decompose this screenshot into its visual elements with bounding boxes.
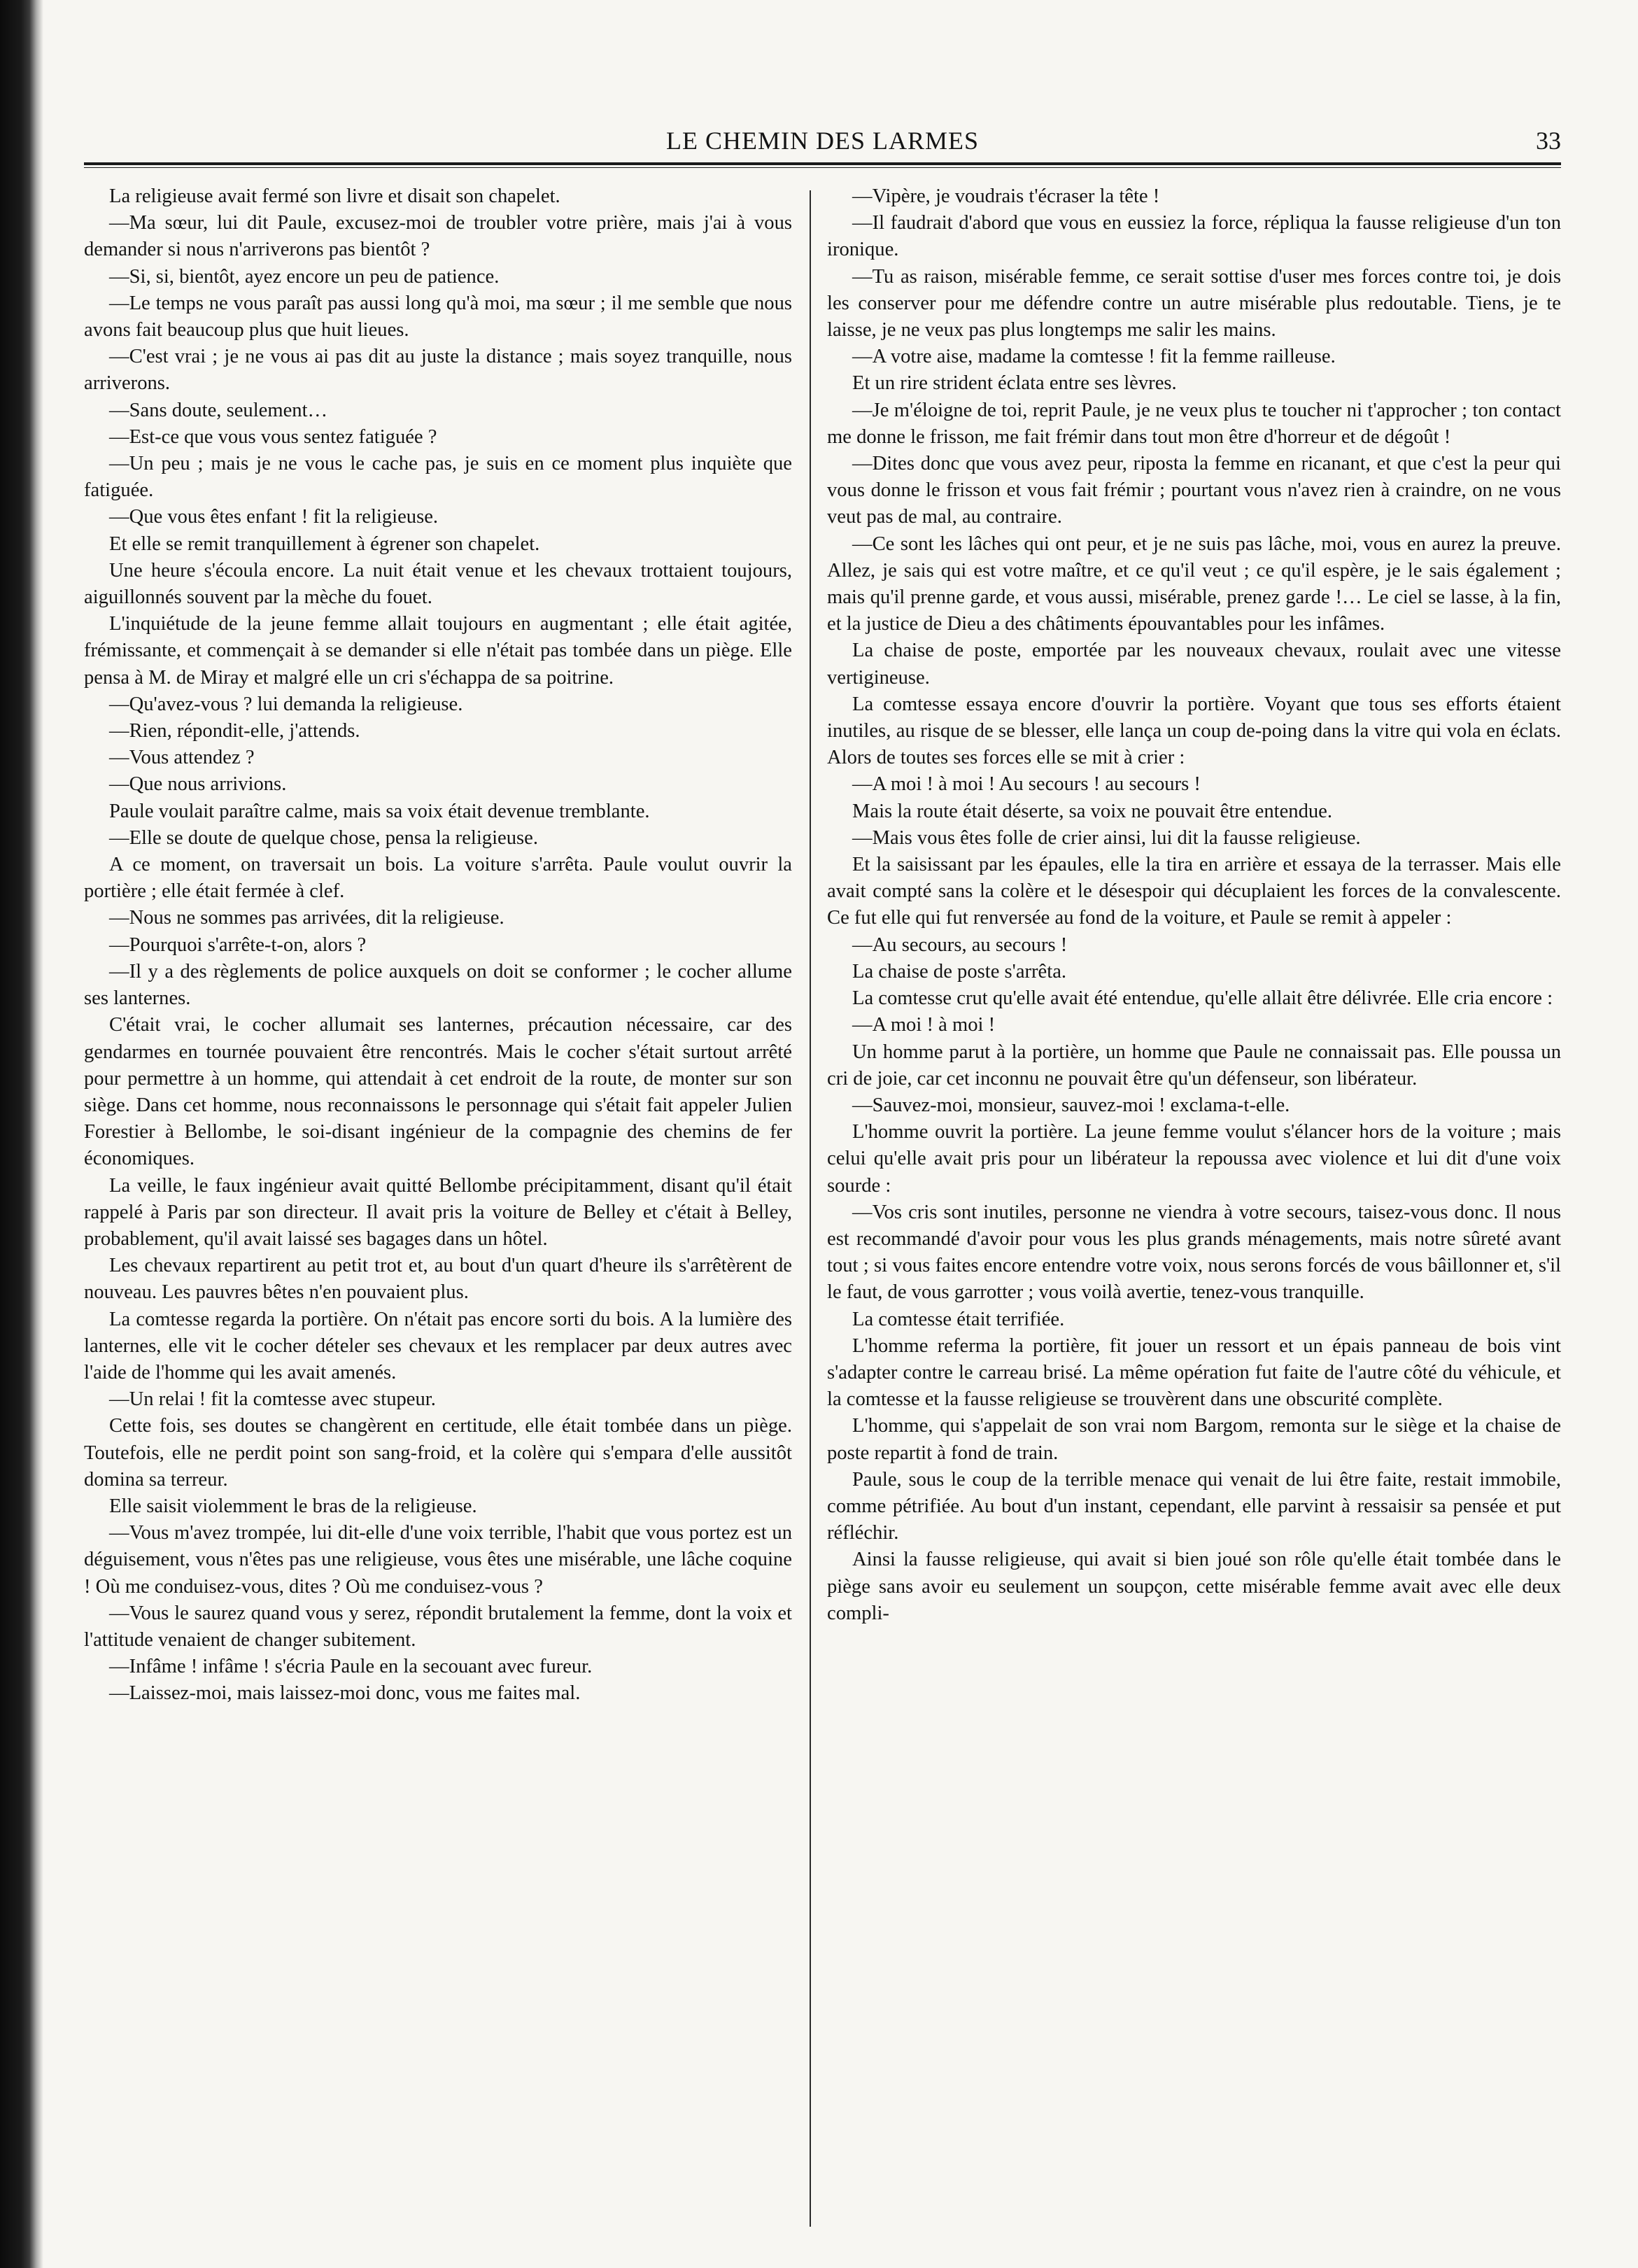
paragraph: —Sans doute, seulement… (109, 399, 328, 421)
paragraph: La chaise de poste, emportée par les nouveaux chevaux, roulait avec une vitesse vertigineuse. (827, 640, 1561, 689)
page-header (84, 119, 1561, 161)
paragraph: —Laissez-moi, mais laissez-moi donc, vous me faites mal. (109, 1682, 581, 1705)
paragraph: Cette fois, ses doutes se changèrent en certitude, elle était tombée dans un piège. Toutefois, elle ne perdit point son sang-froid, et la colère qui s'empara d'elle aussitôt domina sa terreur. (84, 1415, 792, 1491)
paragraph: A ce moment, on traversait un bois. La voiture s'arrêta. Paule voulut ouvrir la portière ; elle était fermée à clef. (84, 854, 792, 903)
paragraph: —Rien, répondit-elle, j'attends. (109, 720, 360, 742)
paragraph: —Elle se doute de quelque chose, pensa la religieuse. (109, 826, 538, 849)
paragraph: Mais la route était déserte, sa voix ne pouvait être entendue. (852, 800, 1332, 822)
paragraph: —Vous m'avez trompée, lui dit-elle d'une voix terrible, l'habit que vous portez est un déguisement, vous n'êtes pas une religieuse, vous êtes une misérable, une lâche coquine ! Où me conduisez-vous, dites ? Où me conduisez-vous ? (84, 1522, 792, 1598)
paragraph: —Il faudrait d'abord que vous en eussiez la force, répliqua la fausse religieuse d'un ton ironique. (827, 212, 1561, 261)
paragraph: —Je m'éloigne de toi, reprit Paule, je ne veux plus te toucher ni t'approcher ; ton contact me donne le frisson, me fait frémir dans tout mon être d'horreur et de dégoût ! (827, 399, 1561, 448)
text-columns (84, 183, 1561, 2255)
paragraph: —Vous attendez ? (109, 747, 255, 769)
paragraph: La comtesse regarda la portière. On n'était pas encore sorti du bois. A la lumière des lanternes, elle vit le cocher dételer ses chevaux et les remplacer par deux autres avec l'aide de l'homme qui les avait amenés. (84, 1308, 792, 1383)
paragraph: Paule, sous le coup de la terrible menace qui venait de lui être faite, restait immobile, comme pétrifiée. Au bout d'un instant, cependant, elle parvint à ressaisir sa pensée et put réfléchir. (827, 1468, 1561, 1544)
column-divider (810, 190, 811, 2227)
paragraph: —Si, si, bientôt, ayez encore un peu de patience. (109, 265, 500, 288)
paragraph: —Un relai ! fit la comtesse avec stupeur. (109, 1388, 436, 1411)
paragraph: —Vipère, je voudrais t'écraser la tête ! (852, 185, 1160, 207)
paragraph: Et elle se remit tranquillement à égrener son chapelet. (109, 533, 540, 555)
paragraph: —Un peu ; mais je ne vous le cache pas, je suis en ce moment plus inquiète que fatiguée. (84, 453, 792, 502)
paragraph: —Que nous arrivions. (109, 773, 287, 796)
paragraph: L'homme ouvrit la portière. La jeune femme voulut s'élancer hors de la voiture ; mais celui qu'elle avait pris pour un libérateur la repoussa avec violence et lui dit d'une voix sourde : (827, 1121, 1561, 1197)
paragraph: —Ce sont les lâches qui ont peur, et je ne suis pas lâche, moi, vous en aurez la preuve. Allez, je sais qui est votre maître, et ce qu'il veut ; ce qu'il espère, je le sais également ; mais qu'il prenne garde, et vous aussi, misérable, prenez garde !… Le ciel se lasse, à la fin, et la justice de Dieu a des châtiments épouvantables pour les infâmes. (827, 533, 1561, 635)
paragraph: La comtesse crut qu'elle avait été entendue, qu'elle allait être délivrée. Elle cria encore : (852, 987, 1553, 1010)
paragraph: Et la saisissant par les épaules, elle la tira en arrière et essaya de la terrasser. Mais elle avait compté sans la colère et le désespoir qui décuplaient les forces de la convalescente. Ce fut elle qui fut renversée au fond de la voiture, et Paule se remit à appeler : (827, 854, 1561, 929)
paragraph: Les chevaux repartirent au petit trot et, au bout d'un quart d'heure ils s'arrêtèrent de nouveau. Les pauvres bêtes n'en pouvaient plus. (84, 1255, 792, 1304)
paragraph: —Pourquoi s'arrête-t-on, alors ? (109, 934, 367, 956)
paragraph: —Ma sœur, lui dit Paule, excusez-moi de troubler votre prière, mais j'ai à vous demander si nous n'arriverons pas bientôt ? (84, 212, 792, 261)
paragraph: La religieuse avait fermé son livre et disait son chapelet. (109, 185, 560, 207)
running-title: LE CHEMIN DES LARMES (665, 127, 979, 155)
paragraph: —Au secours, au secours ! (852, 934, 1068, 956)
paragraph: —A votre aise, madame la comtesse ! fit la femme railleuse. (852, 346, 1336, 368)
paragraph: L'homme, qui s'appelait de son vrai nom Bargom, remonta sur le siège et la chaise de poste repartit à fond de train. (827, 1415, 1561, 1464)
paragraph: —Est-ce que vous vous sentez fatiguée ? (109, 425, 437, 448)
paragraph: La veille, le faux ingénieur avait quitté Bellombe précipitamment, disant qu'il était rappelé à Paris par son directeur. Il avait pris la voiture de Belley et c'était à Belley, probablement, qu'il avait laissé ses bagages dans un hôtel. (84, 1174, 792, 1250)
paragraph: —Nous ne sommes pas arrivées, dit la religieuse. (109, 907, 504, 929)
paragraph: L'homme referma la portière, fit jouer un ressort et un épais panneau de bois vint s'adapter contre le carreau brisé. La même opération fut faite de l'autre côté du véhicule, et la comtesse et la fausse religieuse se trouvèrent dans une obscurité complète. (827, 1334, 1561, 1411)
paragraph: —Vous le saurez quand vous y serez, répondit brutalement la femme, dont la voix et l'attitude venaient de changer subitement. (84, 1602, 792, 1651)
paragraph: —Qu'avez-vous ? lui demanda la religieuse. (109, 693, 463, 715)
paragraph: —Vos cris sont inutiles, personne ne viendra à votre secours, taisez-vous donc. Il nous est recommandé d'avoir pour vous les plus grands ménagements, mais notre sûreté avant tout ; si vous faites encore entendre votre voix, nous serons forcés de vous bâillonner et, s'il le faut, de vous garrotter ; vous voilà avertie, tenez-vous tranquille. (827, 1201, 1561, 1304)
page-binding-shadow (0, 0, 43, 2268)
paragraph: L'inquiétude de la jeune femme allait toujours en augmentant ; elle était agitée, frémissante, et commençait à se demander si elle n'était pas tombée dans un piège. Elle pensa à M. de Miray et malgré elle un cri s'échappa de sa poitrine. (84, 613, 792, 689)
paragraph: La chaise de poste s'arrêta. (852, 960, 1067, 982)
paragraph: —Que vous êtes enfant ! fit la religieuse. (109, 506, 439, 528)
paragraph: —Tu as raison, misérable femme, ce serait sottise d'user mes forces contre toi, je dois les conserver pour me défendre contre un autre misérable plus redoutable. Tiens, je te laisse, je ne veux pas plus longtemps me salir les mains. (827, 265, 1561, 341)
paragraph: —Le temps ne vous paraît pas aussi long qu'à moi, ma sœur ; il me semble que nous avons fait beaucoup plus que huit lieues. (84, 292, 792, 341)
paragraph: —Mais vous êtes folle de crier ainsi, lui dit la fausse religieuse. (852, 826, 1361, 849)
paragraph: Ainsi la fausse religieuse, qui avait si bien joué son rôle qu'elle était tombée dans le piège sans avoir eu seulement un soupçon, cette misérable femme avait avec elle deux compli- (827, 1549, 1561, 1624)
left-column (84, 183, 792, 2255)
paragraph: Un homme parut à la portière, un homme que Paule ne connaissait pas. Elle poussa un cri de joie, car cet inconnu ne pouvait être qu'un défenseur, son libérateur. (827, 1041, 1561, 1090)
paragraph: —A moi ! à moi ! Au secours ! au secours ! (852, 773, 1201, 796)
paragraph: C'était vrai, le cocher allumait ses lanternes, précaution nécessaire, car des gendarmes en tournée pouvaient être rencontrés. Mais le cocher s'était surtout arrêté pour permettre à un homme, qui attendait à cet endroit de la route, de monter sur son siège. Dans cet homme, nous reconnaissons le personnage qui s'était fait appeler Julien Forestier à Bellombe, le soi-disant ingénieur de la compagnie des chemins de fer économiques. (84, 1014, 792, 1170)
paragraph: Une heure s'écoula encore. La nuit était venue et les chevaux trottaient toujours, aiguillonnés souvent par la mèche du fouet. (84, 559, 792, 609)
right-column (827, 183, 1561, 2255)
paragraph: —Il y a des règlements de police auxquels on doit se conformer ; le cocher allume ses lanternes. (84, 960, 792, 1010)
paragraph: —C'est vrai ; je ne vous ai pas dit au juste la distance ; mais soyez tranquille, nous arriverons. (84, 346, 792, 395)
paragraph: La comtesse essaya encore d'ouvrir la portière. Voyant que tous ses efforts étaient inutiles, au risque de se blesser, elle lança un coup de-poing dans la vitre qui vola en éclats. Alors de toutes ses forces elle se mit à crier : (827, 693, 1561, 769)
paragraph: Et un rire strident éclata entre ses lèvres. (852, 372, 1177, 395)
paragraph: —Sauvez-moi, monsieur, sauvez-moi ! exclama-t-elle. (852, 1094, 1290, 1116)
paragraph: —Infâme ! infâme ! s'écria Paule en la secouant avec fureur. (109, 1656, 593, 1678)
paragraph: Elle saisit violemment le bras de la religieuse. (109, 1495, 477, 1517)
header-rule (84, 162, 1561, 168)
page-number: 33 (1536, 127, 1561, 155)
paragraph: La comtesse était terrifiée. (852, 1308, 1065, 1330)
paragraph: —A moi ! à moi ! (852, 1014, 996, 1036)
paragraph: —Dites donc que vous avez peur, riposta la femme en ricanant, et que c'est la peur qui vous donne le frisson et vous fait frémir ; pourtant vous n'avez rien à craindre, on ne vous veut pas de mal, au contraire. (827, 453, 1561, 528)
paragraph: Paule voulait paraître calme, mais sa voix était devenue tremblante. (109, 800, 650, 822)
